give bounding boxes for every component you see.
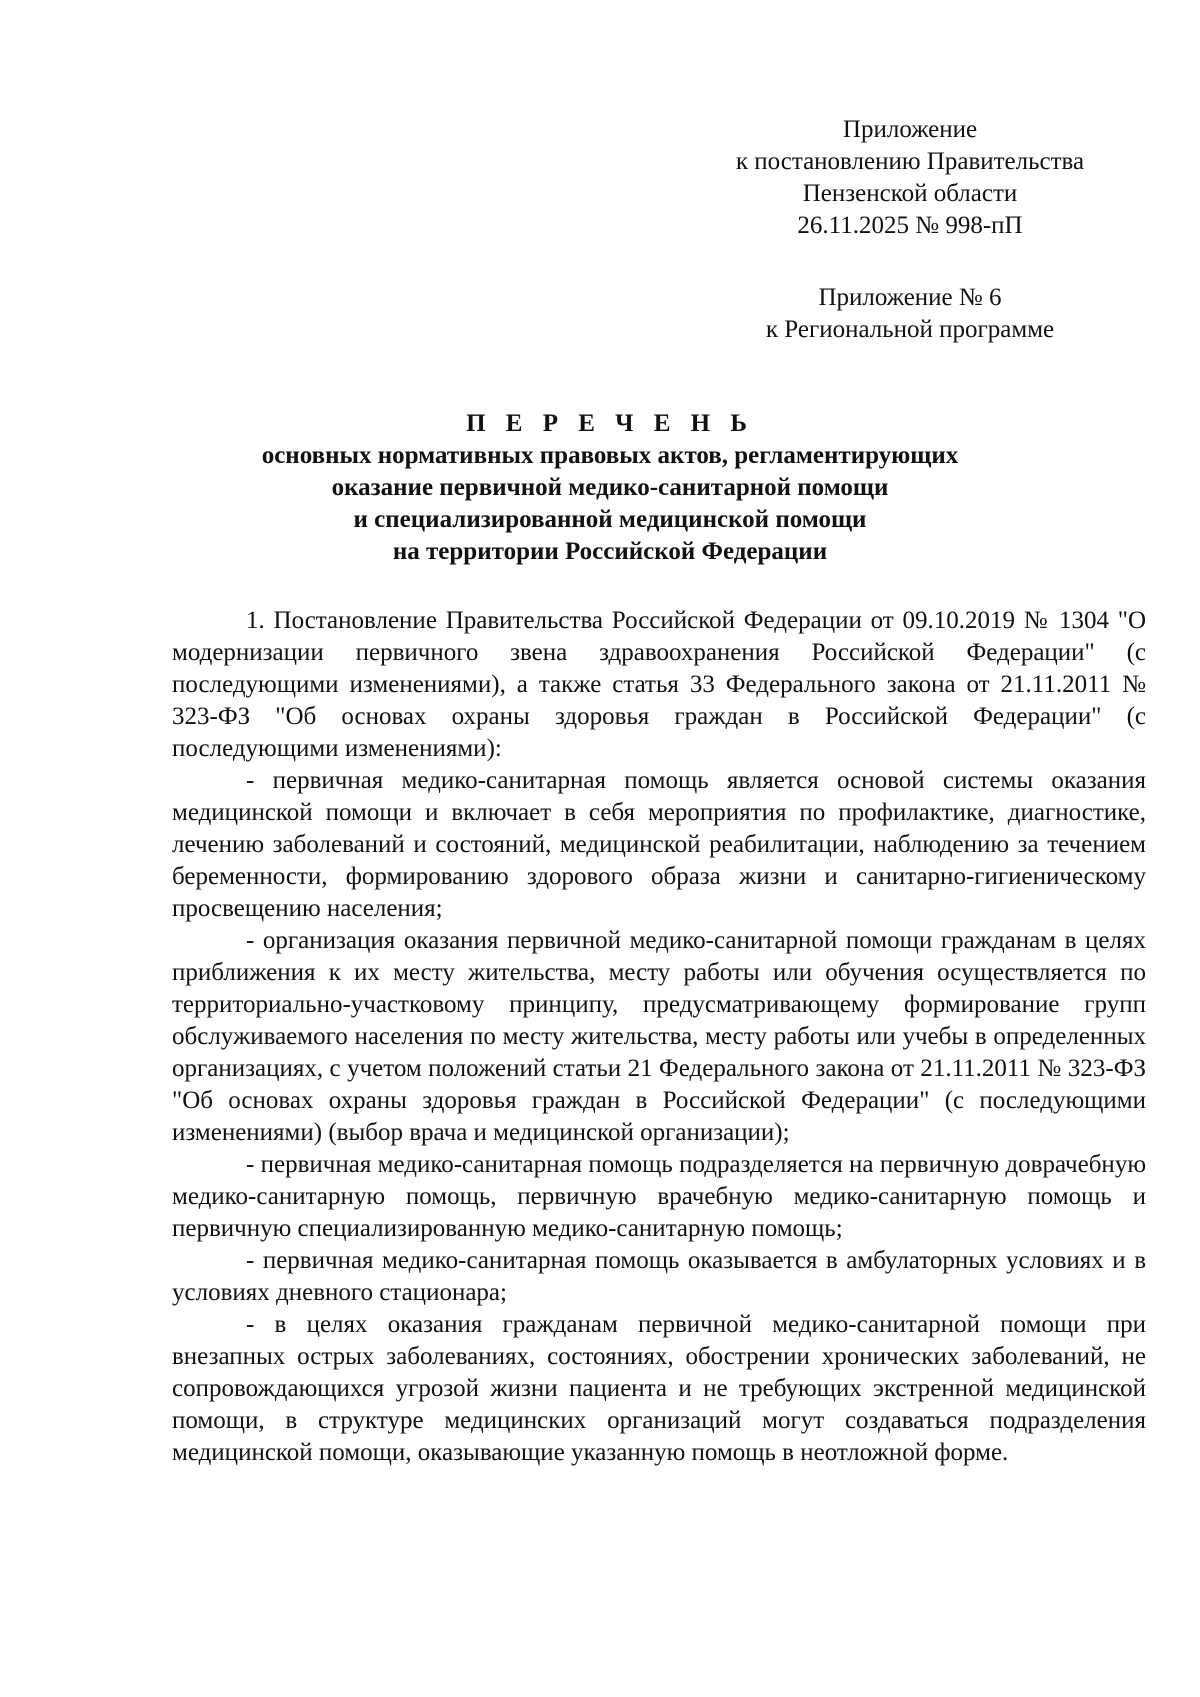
body-paragraph: - организация оказания первичной медико-санитарной помощи гражданам в целях приближения к их месту жительства, месту работы или обучения осуществляется по территориально-участковому принципу, предусматривающему формирование групп обслуживаемого населения по месту жительства, месту работы или учебы в определенных организациях, с учетом положений статьи 21 Федерального закона от 21.11.2011 № 323-ФЗ "Об основах охраны здоровья граждан в Российской Федерации" (с последующими изменениями) (выбор врача и медицинской организации); [172, 927, 1146, 1146]
appendix-line: Пензенской области [802, 180, 1018, 207]
document-title: П Е Р Е Ч Е Н Ь [466, 410, 754, 437]
body-paragraph: - первичная медико-санитарная помощь оказывается в амбулаторных условиях и в условиях дневного стационара; [172, 1247, 1146, 1306]
appendix-line: к постановлению Правительства [735, 148, 1085, 175]
body-paragraph: 1. Постановление Правительства Российской Федерации от 09.10.2019 № 1304 "О модернизации первичного звена здравоохранения Российской Федерации" (с последующими изменениями), а также статья 33 Федерального закона от 21.11.2011 № 323-ФЗ "Об основах охраны здоровья граждан в Российской Федерации" (с последующими изменениями): [172, 607, 1146, 762]
appendix6-line: Приложение № 6 [818, 284, 1002, 311]
body-paragraph: - в целях оказания гражданам первичной медико-санитарной помощи при внезапных острых заболеваниях, состояниях, обострении хронических заболеваний, не сопровождающихся угрозой жизни пациента и не требующих экстренной медицинской помощи, в структуре медицинских организаций могут создаваться подразделения медицинской помощи, оказывающие указанную помощь в неотложной форме. [172, 1311, 1146, 1466]
body-paragraph: - первичная медико-санитарная помощь является основой системы оказания медицинской помощи и включает в себя мероприятия по профилактике, диагностике, лечению заболеваний и состояний, медицинской реабилитации, наблюдению за течением беременности, формированию здорового образа жизни и санитарно-гигиеническому просвещению населения; [172, 767, 1146, 922]
document-heading [170, 408, 1050, 568]
heading-line: и специализированной медицинской помощи [353, 506, 867, 533]
heading-line: оказание первичной медико-санитарной помощи [331, 474, 889, 501]
appendix6-line: к Региональной программе [765, 316, 1055, 343]
appendix-date-number: 26.11.2025 № 998-пП [797, 212, 1023, 239]
heading-line: основных нормативных правовых актов, регламентирующих [261, 442, 959, 469]
document-body [172, 605, 1146, 1469]
body-paragraph: - первичная медико-санитарная помощь подразделяется на первичную доврачебную медико-санитарную помощь, первичную врачебную медико-санитарную помощь и первичную специализированную медико-санитарную помощь; [172, 1151, 1146, 1242]
heading-line: на территории Российской Федерации [392, 538, 828, 565]
appendix-header [700, 114, 1120, 242]
appendix6-header [700, 282, 1120, 346]
appendix-line: Приложение [842, 116, 978, 143]
